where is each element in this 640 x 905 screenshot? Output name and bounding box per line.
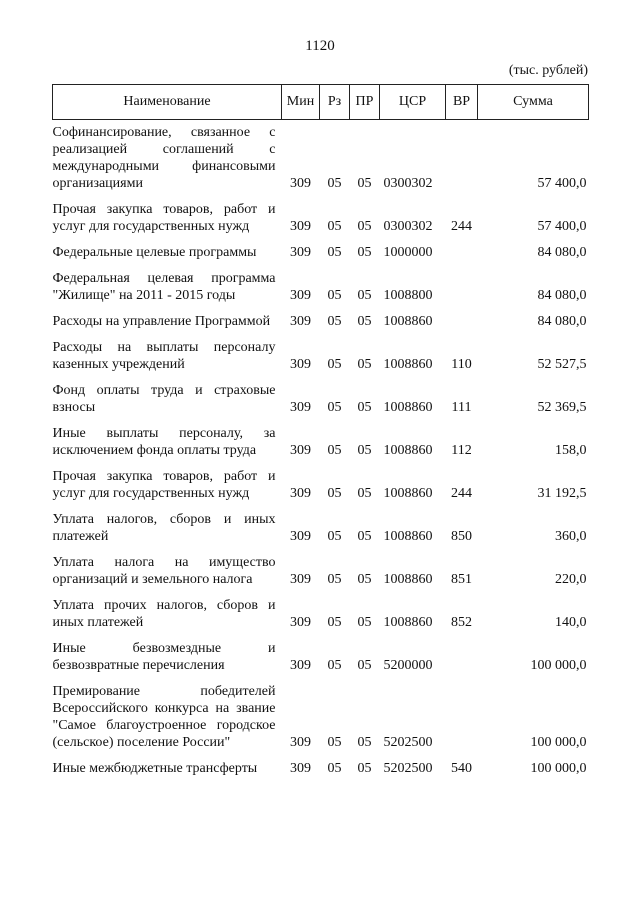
row-csr-cell: 1008860 (383, 486, 433, 501)
row-pr-cell: 05 (357, 761, 372, 776)
row-pr-cell: 05 (357, 176, 372, 191)
row-name-cell: Уплата прочих налогов, сборов и иных платежей (52, 598, 276, 630)
row-rz-cell: 05 (327, 357, 342, 372)
row-min-cell: 309 (290, 219, 311, 234)
row-csr-cell: 5202500 (383, 761, 433, 776)
row-sum-cell: 100 000,0 (530, 658, 587, 673)
table-row (53, 593, 589, 636)
table-row (53, 240, 589, 266)
row-sum-cell: 57 400,0 (537, 176, 587, 191)
row-vr-cell (446, 240, 478, 266)
row-pr-cell: 05 (357, 400, 372, 415)
row-rz-cell: 05 (327, 735, 342, 750)
row-pr-cell: 05 (357, 529, 372, 544)
row-sum-cell: 57 400,0 (537, 219, 587, 234)
row-name-cell: Премирование победителей Всероссийского конкурса на звание "Самое благоустроенное городское (сельское) поселение России" (52, 684, 276, 750)
row-name-cell: Федеральная целевая программа "Жилище" на 2011 - 2015 годы (52, 271, 276, 303)
row-sum-cell: 360,0 (555, 529, 587, 544)
row-pr-cell: 05 (357, 486, 372, 501)
header-rz: Рз (320, 85, 350, 120)
row-sum-cell: 100 000,0 (530, 735, 587, 750)
row-vr-cell: 852 (451, 615, 472, 630)
row-min-cell: 309 (290, 288, 311, 303)
row-min-cell: 309 (290, 245, 311, 260)
table-row (53, 507, 589, 550)
table-row (53, 378, 589, 421)
row-vr-cell: 244 (451, 219, 472, 234)
table-row (53, 550, 589, 593)
row-vr-cell (446, 120, 478, 198)
table-body (53, 120, 589, 783)
row-rz-cell: 05 (327, 288, 342, 303)
row-rz-cell: 05 (327, 529, 342, 544)
row-csr-cell: 0300302 (383, 219, 433, 234)
page-number: 1120 (305, 38, 335, 54)
row-sum-cell: 52 527,5 (537, 357, 587, 372)
row-vr-cell: 850 (451, 529, 472, 544)
table-header (53, 85, 589, 120)
row-rz-cell: 05 (327, 486, 342, 501)
row-min-cell: 309 (290, 615, 311, 630)
table-row (53, 464, 589, 507)
header-csr: ЦСР (380, 85, 446, 120)
row-name-cell: Софинансирование, связанное с реализацией соглашений с международными финансовыми организациями (52, 125, 276, 191)
header-vr: ВР (446, 85, 478, 120)
row-pr-cell: 05 (357, 357, 372, 372)
row-csr-cell: 1008860 (383, 615, 433, 630)
row-vr-cell (446, 309, 478, 335)
row-rz-cell: 05 (327, 572, 342, 587)
row-sum-cell: 158,0 (555, 443, 587, 458)
row-min-cell: 309 (290, 314, 311, 329)
row-name-cell: Прочая закупка товаров, работ и услуг для государственных нужд (52, 469, 276, 501)
table-row (53, 197, 589, 240)
row-pr-cell: 05 (357, 219, 372, 234)
row-rz-cell: 05 (327, 400, 342, 415)
row-sum-cell: 84 080,0 (537, 288, 587, 303)
row-sum-cell: 84 080,0 (537, 245, 587, 260)
row-csr-cell: 5200000 (383, 658, 433, 673)
row-csr-cell: 1008860 (383, 443, 433, 458)
header-min: Мин (282, 85, 320, 120)
row-pr-cell: 05 (357, 288, 372, 303)
row-name-cell: Фонд оплаты труда и страховые взносы (52, 383, 276, 415)
row-sum-cell: 100 000,0 (530, 761, 587, 776)
row-csr-cell: 1008860 (383, 400, 433, 415)
row-min-cell: 309 (290, 529, 311, 544)
row-min-cell: 309 (290, 735, 311, 750)
row-name-cell: Расходы на управление Программой (52, 314, 271, 329)
row-vr-cell: 110 (451, 357, 472, 372)
table-row (53, 756, 589, 782)
row-rz-cell: 05 (327, 443, 342, 458)
row-pr-cell: 05 (357, 615, 372, 630)
row-rz-cell: 05 (327, 761, 342, 776)
row-name-cell: Уплата налогов, сборов и иных платежей (52, 512, 276, 544)
budget-table (52, 84, 589, 782)
row-sum-cell: 140,0 (555, 615, 587, 630)
row-csr-cell: 1008800 (383, 288, 433, 303)
header-pr: ПР (350, 85, 380, 120)
row-rz-cell: 05 (327, 615, 342, 630)
header-sum: Сумма (478, 85, 589, 120)
row-min-cell: 309 (290, 443, 311, 458)
row-name-cell: Прочая закупка товаров, работ и услуг для государственных нужд (52, 202, 276, 234)
row-min-cell: 309 (290, 658, 311, 673)
row-csr-cell: 1000000 (383, 245, 433, 260)
row-rz-cell: 05 (327, 219, 342, 234)
row-name-cell: Иные межбюджетные трансферты (52, 761, 258, 776)
row-name-cell: Уплата налога на имущество организаций и земельного налога (52, 555, 276, 587)
row-pr-cell: 05 (357, 572, 372, 587)
row-sum-cell: 220,0 (555, 572, 587, 587)
row-csr-cell: 5202500 (383, 735, 433, 750)
row-pr-cell: 05 (357, 735, 372, 750)
row-rz-cell: 05 (327, 176, 342, 191)
row-min-cell: 309 (290, 357, 311, 372)
row-vr-cell (446, 636, 478, 679)
row-sum-cell: 52 369,5 (537, 400, 587, 415)
table-row (53, 679, 589, 756)
row-min-cell: 309 (290, 176, 311, 191)
row-csr-cell: 1008860 (383, 572, 433, 587)
row-rz-cell: 05 (327, 658, 342, 673)
row-min-cell: 309 (290, 761, 311, 776)
row-name-cell: Расходы на выплаты персоналу казенных учреждений (52, 340, 276, 372)
row-csr-cell: 1008860 (383, 314, 433, 329)
row-vr-cell: 540 (451, 761, 472, 776)
row-pr-cell: 05 (357, 245, 372, 260)
row-name-cell: Федеральные целевые программы (52, 245, 257, 260)
row-vr-cell (446, 266, 478, 309)
row-rz-cell: 05 (327, 314, 342, 329)
row-vr-cell: 111 (451, 400, 472, 415)
row-pr-cell: 05 (357, 443, 372, 458)
header-name: Наименование (53, 85, 282, 120)
table-row (53, 266, 589, 309)
row-vr-cell (446, 679, 478, 756)
table-row (53, 120, 589, 198)
row-vr-cell: 244 (451, 486, 472, 501)
row-vr-cell: 112 (451, 443, 472, 458)
row-csr-cell: 1008860 (383, 357, 433, 372)
row-sum-cell: 84 080,0 (537, 314, 587, 329)
row-sum-cell: 31 192,5 (537, 486, 587, 501)
row-vr-cell: 851 (451, 572, 472, 587)
row-rz-cell: 05 (327, 245, 342, 260)
row-csr-cell: 1008860 (383, 529, 433, 544)
table-row (53, 309, 589, 335)
row-min-cell: 309 (290, 400, 311, 415)
table-row (53, 421, 589, 464)
units-note: (тыс. рублей) (508, 63, 588, 78)
row-name-cell: Иные выплаты персоналу, за исключением фонда оплаты труда (52, 426, 276, 458)
row-min-cell: 309 (290, 572, 311, 587)
row-pr-cell: 05 (357, 314, 372, 329)
table-row (53, 335, 589, 378)
row-name-cell: Иные безвозмездные и безвозвратные перечисления (52, 641, 276, 673)
row-min-cell: 309 (290, 486, 311, 501)
table-row (53, 636, 589, 679)
row-csr-cell: 0300302 (383, 176, 433, 191)
row-pr-cell: 05 (357, 658, 372, 673)
